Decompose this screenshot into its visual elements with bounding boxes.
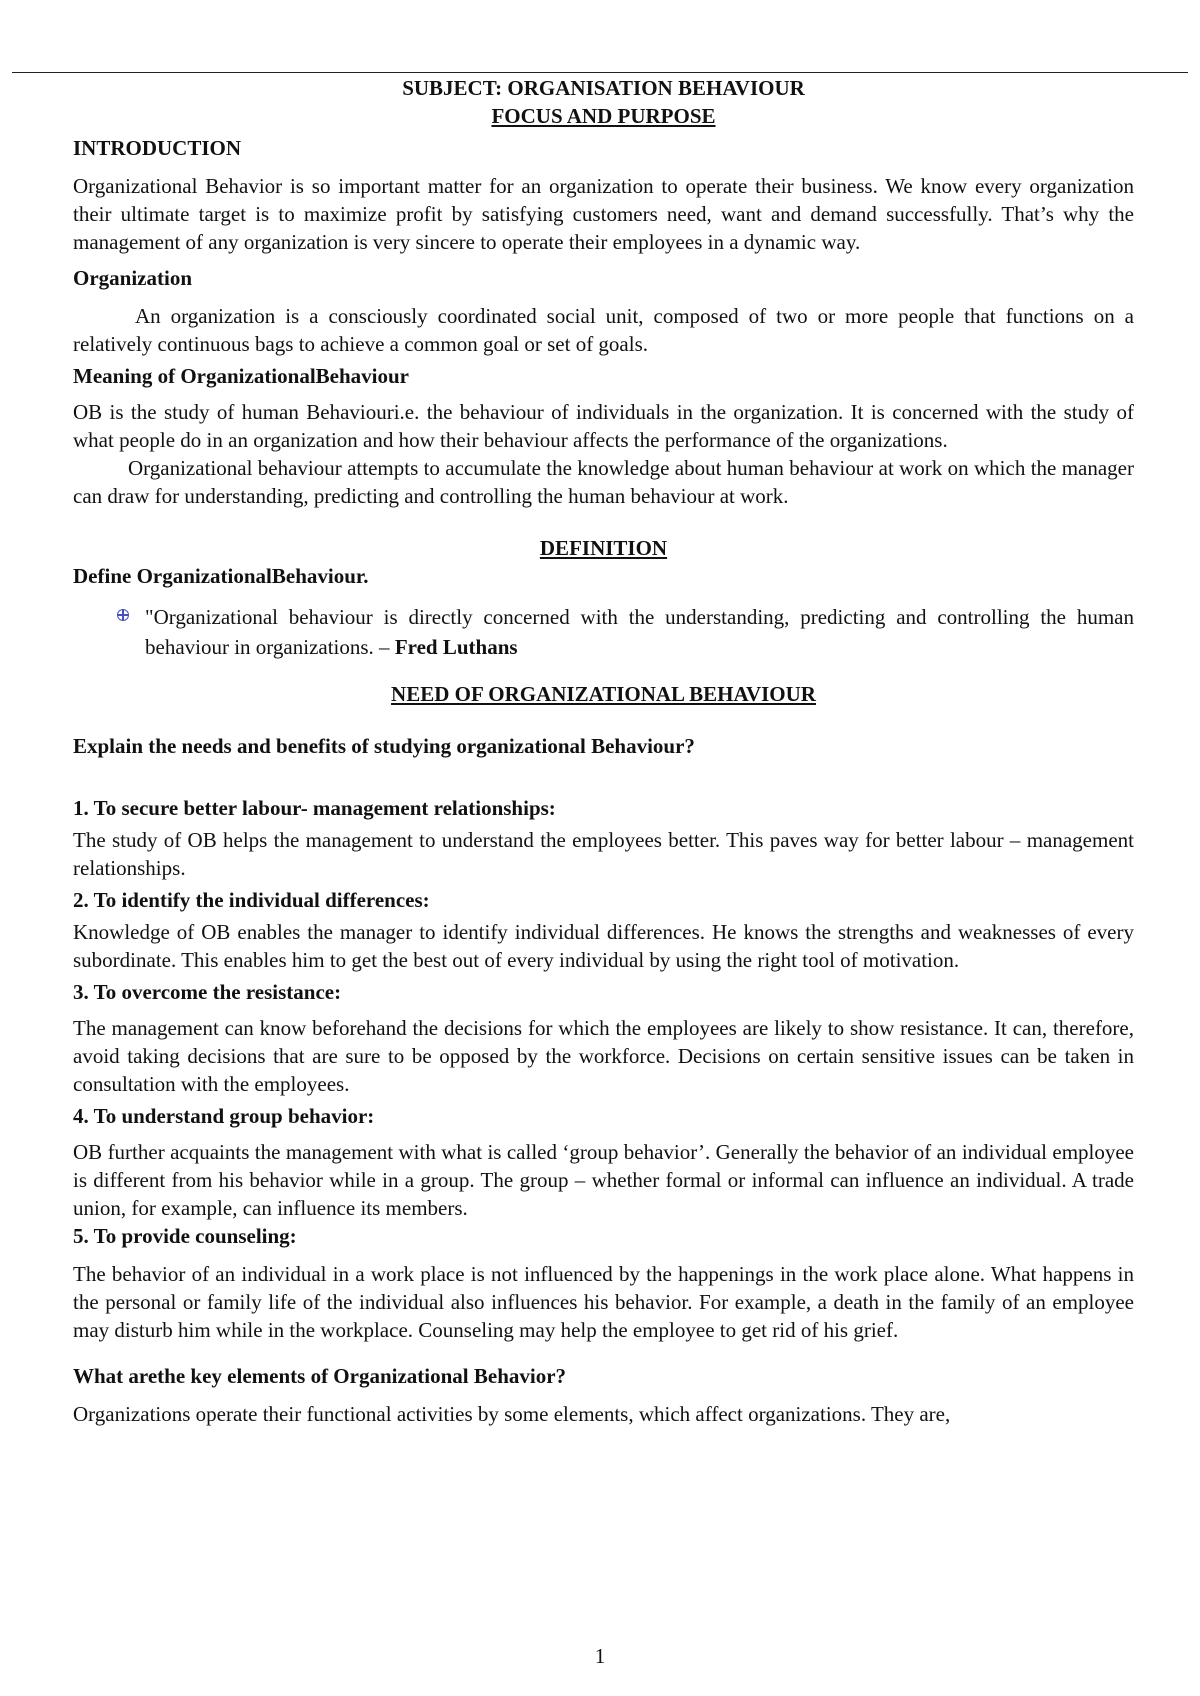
top-rule bbox=[12, 72, 1188, 73]
need-question: Explain the needs and benefits of studying organizational Behaviour? bbox=[73, 734, 695, 758]
definition-quote-block bbox=[145, 602, 1134, 662]
introduction-heading: INTRODUCTION bbox=[73, 136, 242, 160]
page-number: 1 bbox=[594, 1644, 606, 1668]
need-item-2-heading: 2. To identify the individual differences: bbox=[73, 888, 430, 912]
elements-question: What arethe key elements of Organizational Behavior? bbox=[73, 1364, 567, 1388]
need-item-3-text: The management can know beforehand the decisions for which the employees are likely to show resistance. It can, therefore, avoid taking decisions that are sure to be opposed by the workforce. Decisions on certain sensitive issues can be taken in consultation with the employees. bbox=[73, 1016, 1134, 1096]
definition-title: DEFINITION bbox=[539, 536, 668, 560]
subject-title: SUBJECT: ORGANISATION BEHAVIOUR bbox=[402, 76, 805, 100]
need-title: NEED OF ORGANIZATIONAL BEHAVIOUR bbox=[391, 682, 816, 706]
document-page bbox=[73, 74, 1134, 1428]
organization-paragraph: An organization is a consciously coordinated social unit, composed of two or more people that functions on a relatively continuous bags to achieve a common goal or set of goals. bbox=[73, 304, 1134, 356]
definition-question: Define OrganizationalBehaviour. bbox=[73, 564, 369, 588]
elements-paragraph: Organizations operate their functional activities by some elements, which affect organizations. They are, bbox=[73, 1402, 951, 1426]
introduction-paragraph: Organizational Behavior is so important matter for an organization to operate their business. We know every organization their ultimate target is to maximize profit by satisfying customers need, want and demand successfully. That’s why the management of any organization is very sincere to operate their employees in a dynamic way. bbox=[73, 174, 1134, 254]
need-item-1-text: The study of OB helps the management to understand the employees better. This paves way for better labour – management relationships. bbox=[73, 828, 1134, 880]
need-item-4-heading: 4. To understand group behavior: bbox=[73, 1104, 375, 1128]
meaning-heading: Meaning of OrganizationalBehaviour bbox=[73, 364, 409, 388]
meaning-paragraph-1: OB is the study of human Behaviouri.e. the behaviour of individuals in the organization. It is concerned with the study of what people do in an organization and how their behaviour affects the performance of the organizations. bbox=[73, 400, 1134, 452]
need-item-4-text: OB further acquaints the management with what is called ‘group behavior’. Generally the behavior of an individual employee is different from his behavior while in a group. The group – whether formal or informal can influence an individual. A trade union, for example, can influence its members. bbox=[73, 1140, 1134, 1220]
focus-title: FOCUS AND PURPOSE bbox=[491, 104, 716, 128]
need-item-5-text: The behavior of an individual in a work place is not influenced by the happenings in the work place alone. What happens in the personal or family life of the individual also influences his behavior. For example, a death in the family of an employee may disturb him while in the workplace. Counseling may help the employee to get rid of his grief. bbox=[73, 1262, 1134, 1342]
need-item-2-text: Knowledge of OB enables the manager to identify individual differences. He knows the strengths and weaknesses of every subordinate. This enables him to get the best out of every individual by using the right tool of motivation. bbox=[73, 920, 1134, 972]
need-item-1-heading: 1. To secure better labour- management relationships: bbox=[73, 796, 556, 820]
need-item-5-heading: 5. To provide counseling: bbox=[73, 1224, 297, 1248]
definition-author: Fred Luthans bbox=[394, 635, 518, 659]
organization-heading: Organization bbox=[73, 266, 192, 290]
bullet-icon bbox=[113, 602, 145, 630]
definition-quote: "Organizational behaviour is directly concerned with the understanding, predicting and controlling the human behaviour in organizations. – bbox=[145, 605, 1134, 659]
meaning-paragraph-2: Organizational behaviour attempts to accumulate the knowledge about human behaviour at work on which the manager can draw for understanding, predicting and controlling the human behaviour at work. bbox=[73, 456, 1134, 508]
need-item-3-heading: 3. To overcome the resistance: bbox=[73, 980, 342, 1004]
definition-bullet bbox=[113, 602, 1134, 662]
